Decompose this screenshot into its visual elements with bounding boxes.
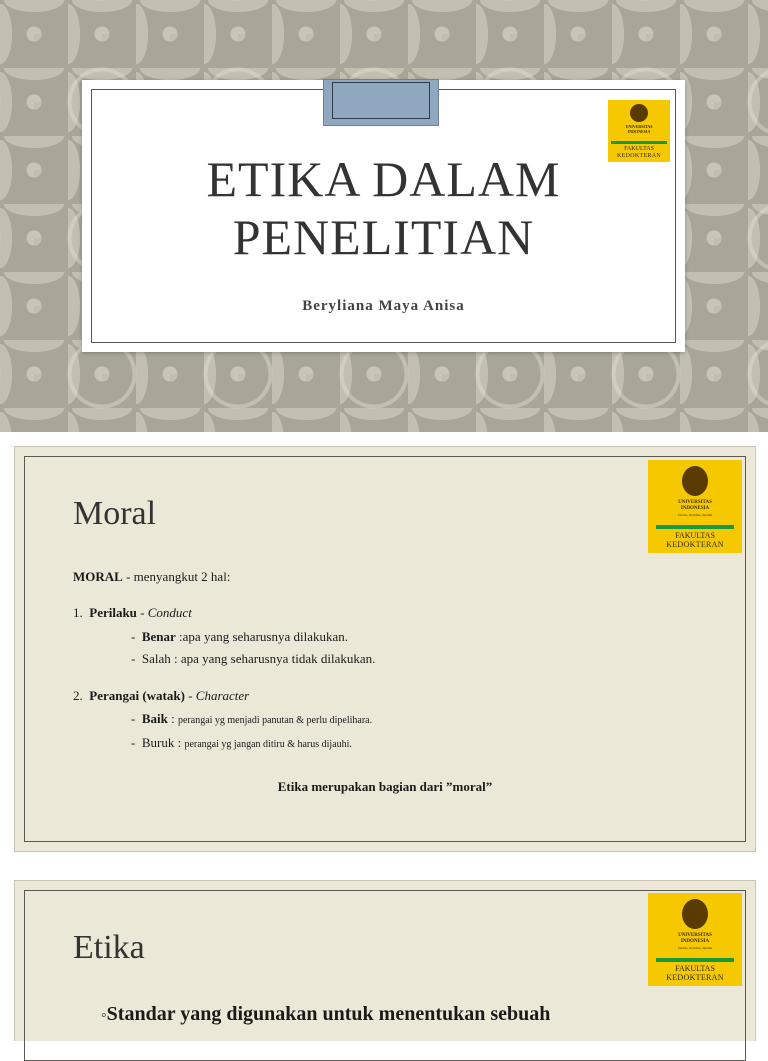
logo-green-stripe xyxy=(611,141,667,144)
title-slide xyxy=(0,0,768,432)
sub-item-baik: - Baik : perangai yg menjadi panutan & perlu dipelihara. xyxy=(131,711,373,726)
sub-item-benar: - Benar :apa yang seharusnya dilakukan. xyxy=(131,629,348,644)
logo-university-line1: UNIVERSITAS xyxy=(625,124,653,129)
moral-slide xyxy=(14,446,756,852)
list-item-perangai: 2. Perangai (watak) - Character xyxy=(73,688,250,703)
etika-slide-border xyxy=(24,890,746,1061)
logo-green-stripe xyxy=(656,958,734,962)
logo-university-line2: INDONESIA xyxy=(680,939,710,944)
logo-faculty-line2: KEDOKTERAN xyxy=(666,540,724,549)
makara-emblem-icon xyxy=(682,899,708,929)
logo-university-line2: INDONESIA xyxy=(627,129,651,134)
logo-university-line1: UNIVERSITAS xyxy=(678,500,712,505)
title-card-tab xyxy=(323,79,439,126)
logo-motto: Veritas, Probitas, Iustitia xyxy=(677,946,713,950)
author-name: Beryliana Maya Anisa xyxy=(302,298,465,314)
university-logo xyxy=(648,460,742,553)
logo-faculty-line1: FAKULTAS xyxy=(675,531,715,540)
logo-green-stripe xyxy=(656,525,734,529)
slide-heading: Etika xyxy=(73,929,145,966)
logo-faculty-line2: KEDOKTERAN xyxy=(617,153,661,159)
presentation-title xyxy=(82,150,685,266)
sub-item-buruk: - Buruk : perangai yg jangan ditiru & harus dijauhi. xyxy=(131,735,352,750)
title-card xyxy=(82,80,685,352)
makara-emblem-icon xyxy=(630,104,648,122)
bullet-marker-icon: ◦ xyxy=(101,1007,107,1024)
logo-faculty-line2: KEDOKTERAN xyxy=(666,973,724,982)
bullet-item xyxy=(101,1003,550,1026)
sub-item-salah: - Salah : apa yang seharusnya tidak dilakukan. xyxy=(131,651,376,666)
bullet-text: Standar yang digunakan untuk menentukan sebuah xyxy=(106,1003,551,1025)
title-line-2: PENELITIAN xyxy=(232,209,535,265)
moral-intro: MORAL - menyangkut 2 hal: xyxy=(73,569,231,584)
logo-faculty-line1: FAKULTAS xyxy=(624,146,654,152)
university-logo xyxy=(648,893,742,986)
slide-heading: Moral xyxy=(73,495,157,532)
logo-faculty-line1: FAKULTAS xyxy=(675,964,715,973)
makara-emblem-icon xyxy=(682,466,708,496)
logo-motto: Veritas, Probitas, Iustitia xyxy=(677,513,713,517)
moral-conclusion: Etika merupakan bagian dari ”moral” xyxy=(277,779,493,794)
logo-university-line1: UNIVERSITAS xyxy=(678,933,712,938)
logo-university-line2: INDONESIA xyxy=(680,506,710,511)
list-item-perilaku: 1. Perilaku - Conduct xyxy=(73,605,192,620)
etika-slide xyxy=(14,880,756,1041)
title-line-1: ETIKA DALAM xyxy=(206,151,561,207)
